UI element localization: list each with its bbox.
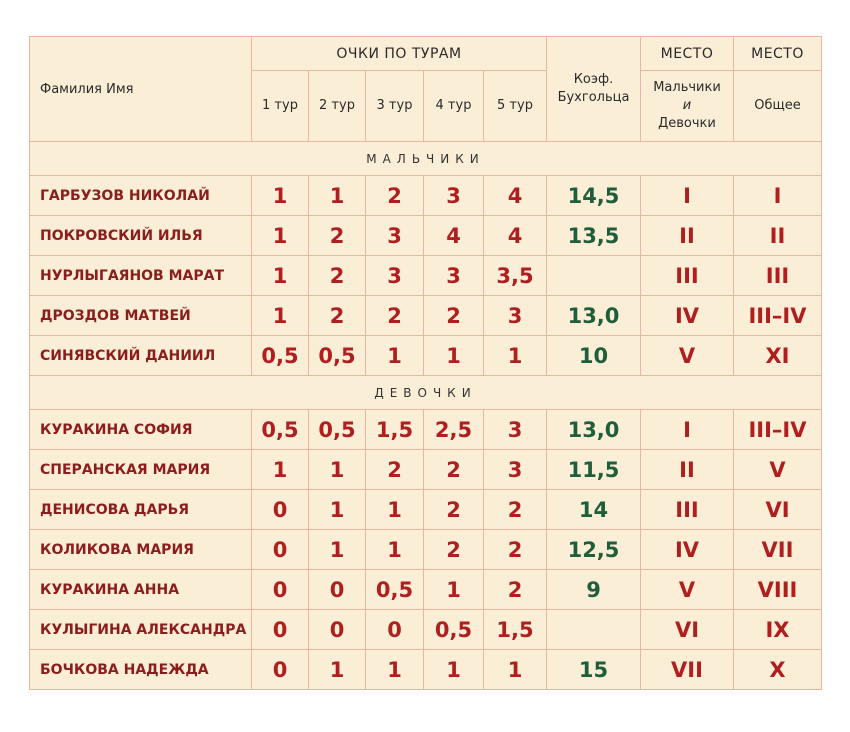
- player-name: ПОКРОВСКИЙ ИЛЬЯ: [30, 216, 252, 256]
- header-coef-line2: Бухгольца: [557, 90, 630, 105]
- buchholz-coef: 13,0: [547, 296, 641, 336]
- round-score-3: 0: [366, 610, 424, 650]
- table-row: [30, 450, 822, 490]
- round-score-3: 1: [366, 650, 424, 690]
- round-score-5: 3: [484, 450, 547, 490]
- round-score-3: 3: [366, 256, 424, 296]
- round-score-2: 1: [309, 530, 366, 570]
- round-score-2: 0,5: [309, 410, 366, 450]
- table-row: [30, 490, 822, 530]
- place-overall: VI: [734, 490, 822, 530]
- round-score-4: 3: [424, 176, 484, 216]
- round-score-4: 2,5: [424, 410, 484, 450]
- buchholz-coef: [547, 610, 641, 650]
- buchholz-coef: [547, 256, 641, 296]
- place-group: IV: [641, 296, 734, 336]
- round-score-5: 1: [484, 336, 547, 376]
- round-score-5: 3,5: [484, 256, 547, 296]
- round-score-1: 1: [252, 296, 309, 336]
- header-round-5: 5 тур: [484, 71, 547, 142]
- round-score-2: 0,5: [309, 336, 366, 376]
- place-group: III: [641, 490, 734, 530]
- buchholz-coef: 13,0: [547, 410, 641, 450]
- header-place-group: МЕСТО: [641, 37, 734, 71]
- round-score-1: 1: [252, 176, 309, 216]
- round-score-5: 4: [484, 216, 547, 256]
- table-row: [30, 256, 822, 296]
- header-round-2: 2 тур: [309, 71, 366, 142]
- round-score-4: 1: [424, 336, 484, 376]
- header-place-sub1-line2: и: [682, 98, 692, 113]
- round-score-3: 0,5: [366, 570, 424, 610]
- round-score-3: 2: [366, 296, 424, 336]
- round-score-3: 2: [366, 450, 424, 490]
- header-place-sub1-line3: Девочки: [658, 116, 716, 131]
- header-coef-line1: Коэф.: [573, 72, 614, 87]
- table-row: [30, 176, 822, 216]
- player-name: СИНЯВСКИЙ ДАНИИЛ: [30, 336, 252, 376]
- player-name: КОЛИКОВА МАРИЯ: [30, 530, 252, 570]
- place-group: VI: [641, 610, 734, 650]
- round-score-2: 0: [309, 570, 366, 610]
- place-overall: VIII: [734, 570, 822, 610]
- round-score-2: 1: [309, 490, 366, 530]
- round-score-4: 4: [424, 216, 484, 256]
- table-row: [30, 650, 822, 690]
- round-score-3: 1: [366, 530, 424, 570]
- round-score-2: 0: [309, 610, 366, 650]
- round-score-3: 2: [366, 176, 424, 216]
- round-score-1: 1: [252, 256, 309, 296]
- player-name: БОЧКОВА НАДЕЖДА: [30, 650, 252, 690]
- header-place-sub1-line1: Мальчики: [653, 80, 721, 95]
- round-score-4: 2: [424, 490, 484, 530]
- results-table: [29, 36, 822, 690]
- round-score-1: 0: [252, 530, 309, 570]
- place-group: VII: [641, 650, 734, 690]
- round-score-4: 1: [424, 650, 484, 690]
- player-name: ДЕНИСОВА ДАРЬЯ: [30, 490, 252, 530]
- round-score-1: 0,5: [252, 336, 309, 376]
- table-row: [30, 216, 822, 256]
- place-group: V: [641, 336, 734, 376]
- round-score-3: 3: [366, 216, 424, 256]
- round-score-4: 2: [424, 296, 484, 336]
- place-overall: VII: [734, 530, 822, 570]
- buchholz-coef: 14,5: [547, 176, 641, 216]
- round-score-1: 1: [252, 450, 309, 490]
- results-table-wrapper: [29, 36, 822, 690]
- table-row: [30, 410, 822, 450]
- place-overall: IX: [734, 610, 822, 650]
- round-score-5: 1,5: [484, 610, 547, 650]
- header-points-by-rounds: ОЧКИ ПО ТУРАМ: [252, 37, 547, 71]
- round-score-3: 1: [366, 336, 424, 376]
- header-round-1: 1 тур: [252, 71, 309, 142]
- table-row: [30, 336, 822, 376]
- header-place-boys-girls: [641, 71, 734, 142]
- round-score-2: 2: [309, 256, 366, 296]
- player-name: КУРАКИНА АННА: [30, 570, 252, 610]
- round-score-1: 0: [252, 610, 309, 650]
- round-score-5: 3: [484, 296, 547, 336]
- place-group: I: [641, 176, 734, 216]
- place-group: II: [641, 450, 734, 490]
- header-place-overall: МЕСТО: [734, 37, 822, 71]
- player-name: ГАРБУЗОВ НИКОЛАЙ: [30, 176, 252, 216]
- player-name: ДРОЗДОВ МАТВЕЙ: [30, 296, 252, 336]
- place-group: V: [641, 570, 734, 610]
- table-row: [30, 610, 822, 650]
- buchholz-coef: 11,5: [547, 450, 641, 490]
- round-score-4: 1: [424, 570, 484, 610]
- round-score-1: 1: [252, 216, 309, 256]
- header-buchholz: [547, 37, 641, 142]
- header-name-column: Фамилия Имя: [30, 37, 252, 142]
- round-score-4: 0,5: [424, 610, 484, 650]
- round-score-1: 0: [252, 650, 309, 690]
- buchholz-coef: 15: [547, 650, 641, 690]
- player-name: КУРАКИНА СОФИЯ: [30, 410, 252, 450]
- place-group: II: [641, 216, 734, 256]
- round-score-5: 2: [484, 490, 547, 530]
- place-overall: XI: [734, 336, 822, 376]
- round-score-5: 2: [484, 530, 547, 570]
- place-group: III: [641, 256, 734, 296]
- round-score-5: 1: [484, 650, 547, 690]
- table-row: [30, 296, 822, 336]
- player-name: НУРЛЫГАЯНОВ МАРАТ: [30, 256, 252, 296]
- round-score-1: 0,5: [252, 410, 309, 450]
- player-name: СПЕРАНСКАЯ МАРИЯ: [30, 450, 252, 490]
- place-overall: I: [734, 176, 822, 216]
- round-score-2: 1: [309, 450, 366, 490]
- section-title: МАЛЬЧИКИ: [30, 142, 822, 176]
- buchholz-coef: 14: [547, 490, 641, 530]
- round-score-4: 2: [424, 450, 484, 490]
- round-score-4: 2: [424, 530, 484, 570]
- round-score-3: 1,5: [366, 410, 424, 450]
- place-group: I: [641, 410, 734, 450]
- round-score-2: 1: [309, 176, 366, 216]
- round-score-1: 0: [252, 570, 309, 610]
- header-round-4: 4 тур: [424, 71, 484, 142]
- round-score-5: 4: [484, 176, 547, 216]
- round-score-2: 2: [309, 296, 366, 336]
- buchholz-coef: 13,5: [547, 216, 641, 256]
- round-score-2: 2: [309, 216, 366, 256]
- player-name: КУЛЫГИНА АЛЕКСАНДРА: [30, 610, 252, 650]
- place-overall: III: [734, 256, 822, 296]
- header-round-3: 3 тур: [366, 71, 424, 142]
- round-score-3: 1: [366, 490, 424, 530]
- round-score-4: 3: [424, 256, 484, 296]
- place-group: IV: [641, 530, 734, 570]
- header-place-overall-sub: Общее: [734, 71, 822, 142]
- round-score-2: 1: [309, 650, 366, 690]
- round-score-5: 2: [484, 570, 547, 610]
- buchholz-coef: 10: [547, 336, 641, 376]
- table-row: [30, 570, 822, 610]
- place-overall: III–IV: [734, 410, 822, 450]
- place-overall: X: [734, 650, 822, 690]
- section-title: ДЕВОЧКИ: [30, 376, 822, 410]
- place-overall: II: [734, 216, 822, 256]
- place-overall: V: [734, 450, 822, 490]
- place-overall: III–IV: [734, 296, 822, 336]
- buchholz-coef: 9: [547, 570, 641, 610]
- buchholz-coef: 12,5: [547, 530, 641, 570]
- round-score-5: 3: [484, 410, 547, 450]
- table-row: [30, 530, 822, 570]
- round-score-1: 0: [252, 490, 309, 530]
